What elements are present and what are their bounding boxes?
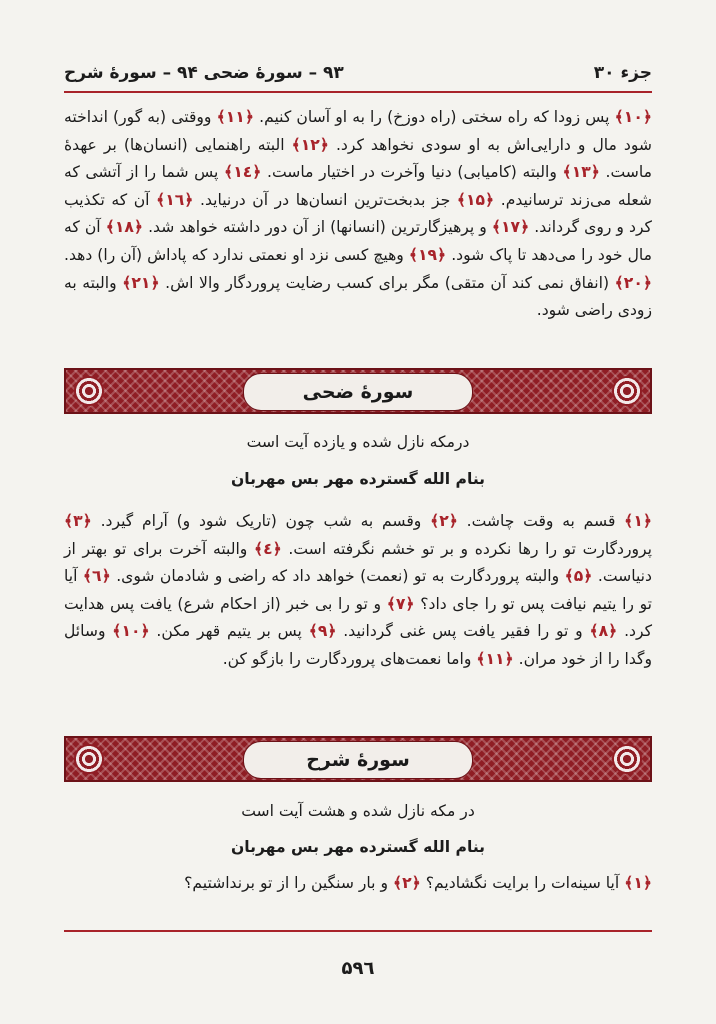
verse-number: ﴿۳﴾ [64,512,92,530]
verse-text: والبته (کامیابی) دنیا وآخرت در اختیار ماست. [267,163,557,182]
verse-text: جز بدبخت‌ترین انسان‌ها در آن درنیاید. [199,190,451,209]
verse-text: و تو را فقیر یافت پس غنی گردانید. [343,622,583,641]
surah-header-label: ۹۳ – سورۀ ضحی ۹۴ – سورۀ شرح [64,63,344,83]
verse-number: ﴿۷﴾ [386,594,415,613]
verse-text: ووقتی (به گور) انداخته شود مال و دارایی‌اش به او سودی نخواهد کرد. [64,108,652,154]
verse-text: وهیچ کسی نزد او نعمتی ندارد که پاداش (آن را) دهد. [64,245,404,264]
verse-number: ﴿۲﴾ [430,512,458,530]
verse-number: ﴿۱۹﴾ [408,245,447,264]
section-layl-end [64,104,652,325]
verse-number: ﴿٤﴾ [253,539,282,558]
verse-text: و تو را بی خبر (از احکام شرع) یافت پس هدایت کرد. [64,594,652,641]
verse-text: آیا تو را یتیم نیافت پس تو را جای داد؟ [64,567,652,613]
verse-text: البته راهنمایی (انسان‌ها) بر عهدۀ ماست. [64,135,652,182]
verse-number: ﴿٦﴾ [82,567,111,586]
verse-number: ﴿۵﴾ [564,567,593,586]
basmala: بنام الله گسترده مهر بس مهربان [230,470,486,488]
verse-text: وسائل وگدا را از خود مران. [64,622,652,668]
verse-number: ﴿۲۰﴾ [614,273,652,292]
verse-number: ﴿۲۱﴾ [122,273,160,292]
verse-number: ﴿۹﴾ [308,622,337,641]
verse-text: پس بر یتیم قهر مکن. [156,622,302,641]
surah-banner-duha [64,368,652,414]
verse-number: ﴿۱٦﴾ [156,190,194,209]
verse-text: وقسم به شب چون (تاریک شود و) آرام گیرد. [100,512,422,530]
verse-number: ﴿۱۳﴾ [562,163,600,182]
verse-number: ﴿۱۸﴾ [105,218,144,237]
rosette-ornament-icon [74,376,104,406]
rosette-ornament-icon [612,376,642,406]
verse-text: و بار سنگین را از تو برنداشتیم؟ [184,874,389,892]
verse-paragraph [64,104,652,325]
rosette-ornament-icon [74,744,104,774]
verse-text: آیا سینه‌ات را برایت نگشادیم؟ [425,874,620,892]
rosette-ornament-icon [612,744,642,774]
surah-title: سورۀ ضحی [243,373,473,411]
header-rule [64,91,652,93]
verse-number: ﴿۱۰﴾ [112,622,150,641]
verse-text: پس زودا که راه سختی (راه دوزخ) را به او آسان کنیم. [259,108,610,126]
surah-title: سورۀ شرح [243,741,473,779]
juz-label: جزء ۳۰ [593,63,652,83]
revelation-note: درمکه نازل شده و یازده آیت است [246,433,470,451]
surah-banner-sharh [64,736,652,782]
verse-number: ﴿۱۷﴾ [491,218,530,237]
verse-text: (انفاق نمی کند آن متقی) مگر برای کسب رضایت پروردگار والا اش. [165,273,610,292]
verse-number: ﴿۱۲﴾ [291,135,329,154]
verse-paragraph [64,870,652,898]
verse-text: قسم به وقت چاشت. [466,512,616,530]
verse-number: ﴿۱﴾ [624,512,652,530]
verse-number: ﴿۱۱﴾ [216,108,254,126]
verse-number: ﴿۱۰﴾ [614,108,652,126]
verse-number: ﴿۲﴾ [392,874,421,892]
verse-text: آن که تکذیب کرد و روی گرداند. [64,190,652,237]
verse-text: و پرهیزگارترین (انسانها) از آن دور داشته خواهد شد. [148,218,487,237]
section-duha [64,508,652,674]
verse-text: پس شما را از آتشی که شعله می‌زند ترسانیدم. [64,163,652,209]
verse-text: والبته آخرت برای تو بهتر از دنیاست. [64,539,652,586]
verse-text: والبته به زودی راضی شود. [64,273,652,320]
verse-text: والبته پروردگارت به تو (نعمت) خواهد داد که راضی و شادمان شوی. [116,567,560,586]
verse-text: واما نعمت‌های پروردگارت را بازگو کن. [222,649,472,668]
page-number: ۵۹٦ [341,958,375,979]
verse-text: آن که مال خود را می‌دهد تا پاک شود. [64,218,653,264]
page-header [64,58,652,88]
verse-number: ﴿۱۱﴾ [476,649,514,668]
section-sharh [64,870,652,898]
verse-number: ﴿۱﴾ [624,874,652,892]
revelation-note: در مکه نازل شده و هشت آیت است [241,802,475,820]
basmala: بنام الله گسترده مهر بس مهربان [230,838,486,856]
verse-number: ﴿۸﴾ [589,622,618,641]
footer-rule [64,930,652,932]
verse-paragraph [64,508,652,674]
verse-text: پروردگارت تو را رها نکرده و بر تو خشم نگرفته است. [288,539,652,558]
verse-number: ﴿۱٤﴾ [224,163,262,182]
verse-number: ﴿۱۵﴾ [456,190,495,209]
